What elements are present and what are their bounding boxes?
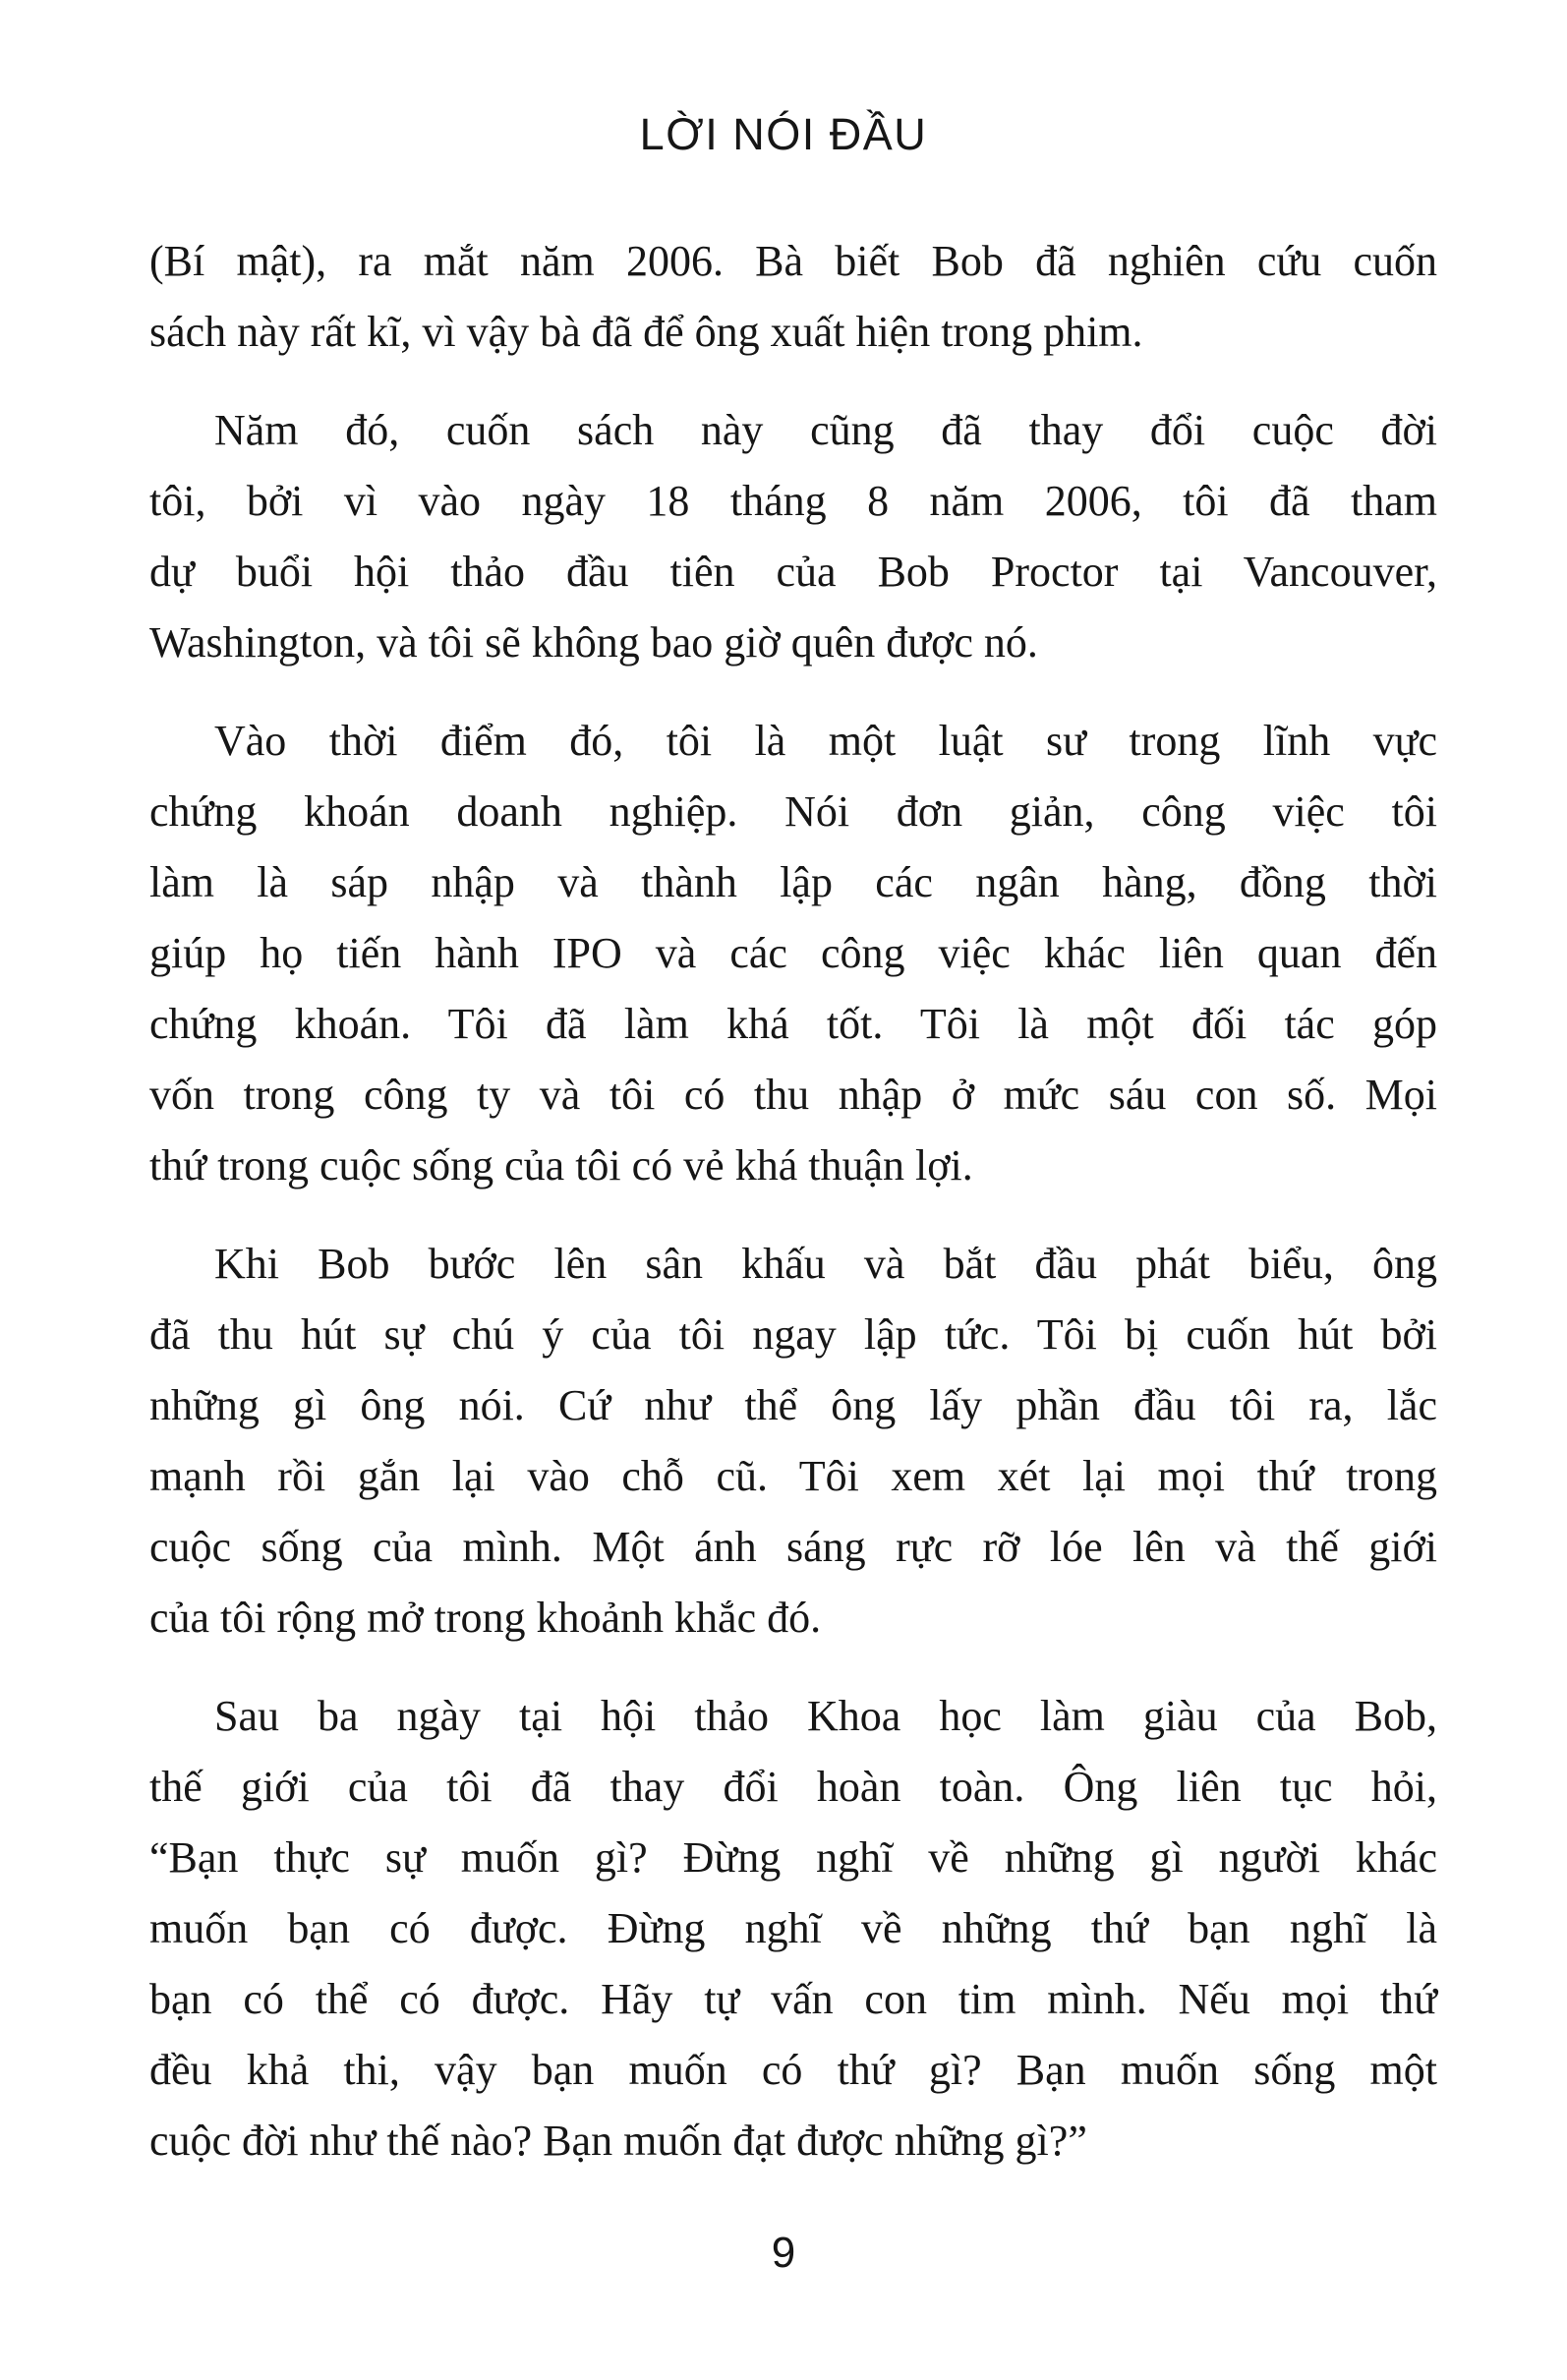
text-line: mạnh rồi gắn lại vào chỗ cũ. Tôi xem xét lại mọi thứ trong	[149, 1452, 1437, 1500]
text-line: của tôi rộng mở trong khoảnh khắc đó.	[149, 1594, 822, 1642]
text-line: “Bạn thực sự muốn gì? Đừng nghĩ về những gì người khác	[149, 1833, 1437, 1882]
text-line: làm là sáp nhập và thành lập các ngân hàng, đồng thời	[149, 858, 1437, 906]
text-line: giúp họ tiến hành IPO và các công việc khác liên quan đến	[149, 929, 1437, 977]
text-line: sách này rất kĩ, vì vậy bà đã để ông xuất hiện trong phim.	[149, 308, 1143, 356]
text-line: đã thu hút sự chú ý của tôi ngay lập tức. Tôi bị cuốn hút bởi	[149, 1310, 1437, 1359]
paragraph	[149, 706, 1437, 1201]
text-line: thế giới của tôi đã thay đổi hoàn toàn. Ông liên tục hỏi,	[149, 1763, 1437, 1811]
page-number: 9	[771, 2229, 796, 2277]
text-line: bạn có thể có được. Hãy tự vấn con tim mình. Nếu mọi thứ	[149, 1975, 1437, 2023]
paragraph	[149, 395, 1437, 678]
text-line: Sau ba ngày tại hội thảo Khoa học làm giàu của Bob,	[214, 1692, 1437, 1740]
text-line: Khi Bob bước lên sân khấu và bắt đầu phát biểu, ông	[214, 1240, 1437, 1288]
text-line: cuộc đời như thế nào? Bạn muốn đạt được những gì?”	[149, 2117, 1087, 2165]
text-line: dự buổi hội thảo đầu tiên của Bob Proctor tại Vancouver,	[149, 548, 1437, 596]
text-line: chứng khoán doanh nghiệp. Nói đơn giản, công việc tôi	[149, 787, 1437, 836]
chapter-header: LỜI NÓI ĐẦU	[639, 109, 928, 159]
text-line: những gì ông nói. Cứ như thể ông lấy phần đầu tôi ra, lắc	[149, 1381, 1437, 1429]
text-line: Năm đó, cuốn sách này cũng đã thay đổi cuộc đời	[214, 406, 1437, 454]
body-text	[149, 226, 1437, 2177]
text-line: tôi, bởi vì vào ngày 18 tháng 8 năm 2006, tôi đã tham	[149, 477, 1437, 525]
text-line: muốn bạn có được. Đừng nghĩ về những thứ bạn nghĩ là	[149, 1904, 1437, 1952]
paragraph	[149, 226, 1437, 368]
text-line: Vào thời điểm đó, tôi là một luật sư trong lĩnh vực	[214, 717, 1437, 765]
paragraph	[149, 1229, 1437, 1654]
text-line: vốn trong công ty và tôi có thu nhập ở mức sáu con số. Mọi	[149, 1071, 1437, 1119]
text-line: thứ trong cuộc sống của tôi có vẻ khá thuận lợi.	[149, 1141, 973, 1190]
text-line: chứng khoán. Tôi đã làm khá tốt. Tôi là một đối tác góp	[149, 1000, 1437, 1048]
text-line: (Bí mật), ra mắt năm 2006. Bà biết Bob đã nghiên cứu cuốn	[149, 237, 1437, 285]
text-line: Washington, và tôi sẽ không bao giờ quên được nó.	[149, 618, 1038, 667]
text-line: đều khả thi, vậy bạn muốn có thứ gì? Bạn muốn sống một	[149, 2046, 1437, 2094]
text-line: cuộc sống của mình. Một ánh sáng rực rỡ lóe lên và thế giới	[149, 1523, 1437, 1571]
paragraph	[149, 1681, 1437, 2177]
